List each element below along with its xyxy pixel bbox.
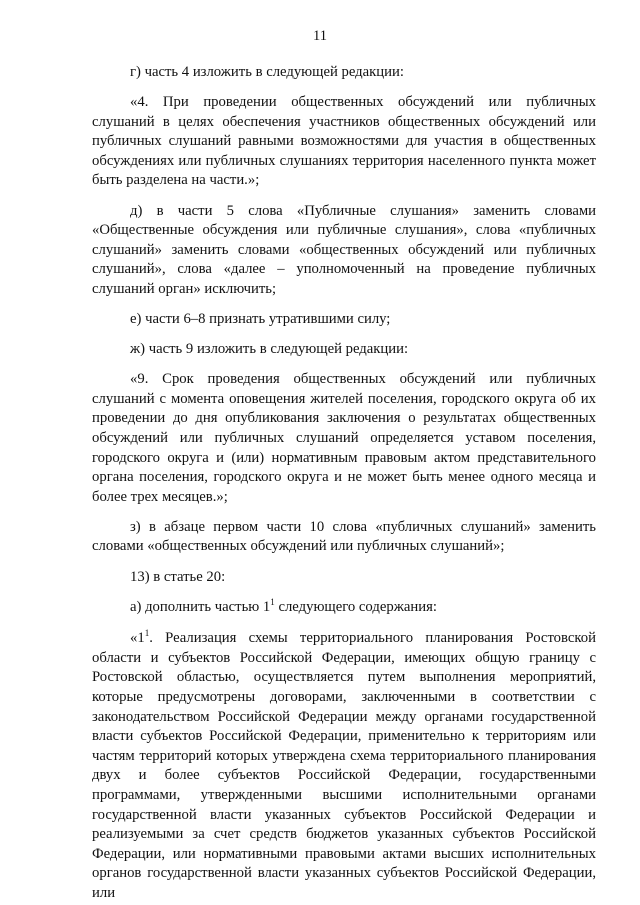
- paragraph-a-superscript: 1: [270, 596, 275, 607]
- page-number: 11: [313, 28, 327, 44]
- paragraph-z: з) в абзаце первом части 10 слова «публичных слушаний» заменить словами «общественных обсуждений или публичных слушаний»;: [92, 518, 596, 555]
- paragraph-part-1-1-superscript: 1: [144, 628, 150, 639]
- paragraph-item-13: 13) в статье 20:: [130, 568, 226, 585]
- paragraph-part-1-1-text: [92, 629, 596, 903]
- paragraph-part-1-1-text-before: «1: [130, 630, 145, 647]
- paragraph-g: г) часть 4 изложить в следующей редакции:: [130, 64, 404, 80]
- paragraph-a-text-after: следующего содержания:: [274, 598, 437, 615]
- paragraph-part-9-text: «9. Срок проведения общественных обсуждений или публичных слушаний с момента оповещения жителей поселения, городского округа об их проведении до дня опубликования заключения о результатах общественных обсуждений или публичных слушаний определяется уставом поселения, городского округа и (или) нормативным правовым актом представительного органа поселения, городского округа и не может быть менее одного месяца и более трех месяцев.»;: [92, 371, 596, 505]
- paragraph-a: [92, 598, 596, 618]
- paragraph-e: е) части 6–8 признать утратившими силу;: [130, 311, 391, 328]
- paragraph-zh: ж) часть 9 изложить в следующей редакции:: [130, 341, 409, 358]
- paragraph-part-4-text: «4. При проведении общественных обсуждений или публичных слушаний в целях обеспечения участников общественных обсуждений или публичных слушаний равными возможностями для участия в общественных обсуждениях или публичных слушаниях территория населенного пункта может быть разделена на части.»;: [92, 94, 596, 189]
- paragraph-part-1-1-text-after: . Реализация схемы территориального планирования Ростовской области и субъектов Российской Федерации, имеющих общую границу с Ростовской областью, осуществляется путем выполнения мероприятий, которые предусмотрены договорами, заключенными в соответствии с законодательством Российской Федерации между органами государственной власти субъектов Российской Федерации, применительно к территориям или частям территорий которых утверждена схема территориального планирования двух и более субъектов Российской Федерации, государственными программами, утвержденными высшими исполнительными органами государственной власти указанных субъектов Российской Федерации и реализуемыми за счет средств бюджетов указанных субъектов Российской Федерации, или нормативными правовыми актами высших исполнительных органов государственной власти указанных субъектов Российской Федерации, или: [92, 630, 596, 901]
- paragraph-d: д) в части 5 слова «Публичные слушания» заменить словами «Общественные обсуждения или публичные слушания», слова «публичных слушаний» заменить словами «общественных обсуждений или публичных слушаний», слова «далее – уполномоченный на проведение публичных слушаний орган» исключить;: [92, 202, 596, 297]
- document-body: [92, 63, 596, 904]
- paragraph-a-text-before: а) дополнить частью 1: [130, 598, 271, 615]
